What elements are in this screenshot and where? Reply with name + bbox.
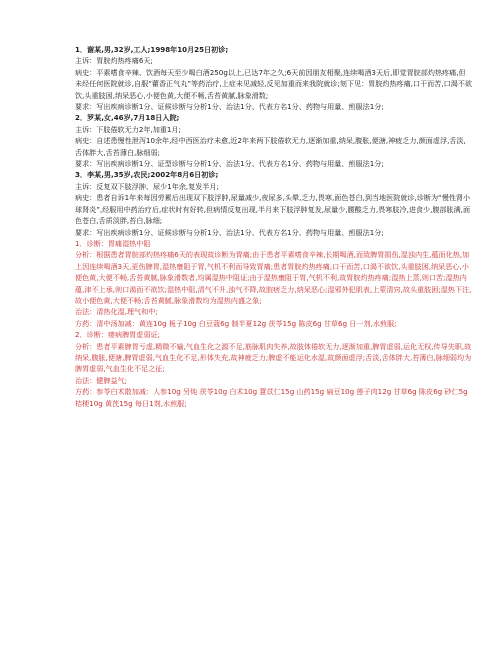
case-header: 3．李某,男,35岁,农民;2002年8月6日初诊; (75, 170, 219, 180)
answer-formula: 方药：参苓白术散加减：人参10g 另炖 茯苓10g 白术10g 薏苡仁15g 山药15g 扁豆10g 莲子肉12g 甘草6g 陈皮6g 砂仁5g 桔梗10g 黄芪15g 每日1剂,水煎服; (75, 387, 468, 408)
answer-2 (75, 329, 472, 409)
answer-analysis: 分析：患者平素脾胃亏虚,精微不输,气血生化之源不足,筋脉肌肉失养,故肢体倦软无力,逐渐加重,脾胃虚弱,运化无权,传导失职,故纳呆,腹胀,便溏,脾胃虚弱,气血生化不足,形体失充,故神疲乏力;脾虚不能运化水湿,故颜面虚浮;舌淡,舌体胖大,苔薄白,脉细弱均为脾胃虚弱,气血生化不足之征; (75, 341, 472, 374)
case-3 (75, 169, 472, 237)
case-history: 病史：患者自诉1年来每因劳累后出现双下肢浮肿,尿量减少,夜尿多,头晕,乏力,畏寒,面色苍白,到当地医院就诊,诊断为“慢性肾小球肾炎”,经服用中药治疗后,症状时有好转,但病情反复出现,半月来下肢浮肿复发,尿量少,腰酸乏力,畏寒肢冷,进食少,腹部胀满,面色苍白,舌质淡胖,苔白,脉细; (75, 193, 471, 226)
case-requirement: 要求：写出疾病诊断1分、证型诊断与分析1分、治法1分、代表方名1分、药物与用量、煎服法1分; (75, 159, 384, 169)
answer-analysis: 分析：根据患者胃脘部灼热疼痛6天的表现故诊断为胃痛;由于患者平素嗜食辛辣,长期喝酒,而致脾胃损伤,湿浊内生,蕴而化热,加上因连续喝酒3天,更伤脾胃,湿热壅阻于胃,气机不利而导致胃痛;患者胃脘灼热疼痛,口干而苦,口渴不欲饮,头重肢困,纳呆恶心,小便色黄,大便不畅,舌苔黄腻,脉象滑数者,均属湿热中阻证;由于湿热壅阻于胃,气机不利,故胃脘灼热疼痛;湿热上蒸,则口苦;湿热内蕴,津不上承,则口渴而不欲饮;湿热中阻,清气不升,浊气不降,故脘痞乏力,纳呆恶心;湿邪外犯肌表,上蒙清窍,故头重肢困;湿热下注,故小便色黄,大便不畅;舌苔黄腻,脉象滑数均为湿热内盛之象; (75, 250, 472, 305)
case-complaint: 主诉：反复双下肢浮肿、尿少1年余,复发半月; (75, 181, 219, 191)
case-requirement: 要求：写出疾病诊断1分、证候诊断与分析1分、治法1分、代表方名1分、药物与用量、煎服法1分; (75, 102, 384, 112)
case-header: 1．谢某,男,32岁,工人;1998年10月25日初诊; (75, 45, 229, 54)
case-history: 病史：平素嗜食辛辣、饮酒每天至少喝白酒250g以上,已达7年之久;6天前因朋友相聚,连续喝酒3天后,即觉胃脘部灼热疼痛,但未经任何医院就诊,自服“藿香正气丸”等药治疗,上症未见减轻,反见加重而来我院就诊;刻下见：胃脘灼热疼痛,口干而苦,口渴不欲饮,头重肢困,纳呆恶心,小便色黄,大便不畅,舌苔黄腻,脉象滑数; (75, 67, 472, 100)
case-requirement: 要求：写出疾病诊断1分、证候诊断与分析1分、治法1分、代表方名1分、药物与用量、煎服法1分; (75, 227, 384, 237)
answer-method: 治法：健脾益气; (75, 375, 128, 385)
case-1 (75, 44, 472, 112)
answer-diagnosis: 2．诊断：痿病脾胃虚弱证; (75, 330, 160, 340)
answer-1 (75, 238, 472, 329)
case-header: 2．罗某,女,46岁,7月18日入院; (75, 113, 180, 123)
case-2 (75, 112, 472, 169)
case-complaint: 主诉：下肢倦软无力2年,加重1月; (75, 124, 181, 134)
case-complaint: 主诉：胃脘灼热疼痛6天; (75, 56, 153, 66)
answer-formula: 方药：清中汤加减：黄连10g 栀子10g 白豆蔻6g 制半夏12g 茯苓15g 陈皮6g 甘草6g 日一剂,水煎服; (75, 318, 397, 328)
answer-diagnosis: 1．诊断：胃痛湿热中阻 (75, 238, 151, 248)
case-history: 病史：自述患慢性泄泻10余年,经中西医治疗未愈,近2年来两下肢倦软无力,逐渐加重,纳呆,腹胀,便溏,神疲乏力,颜面虚浮,舌淡,舌体胖大,舌苔薄白,脉细弱; (75, 136, 466, 157)
answer-method: 治法：清热化湿,理气和中; (75, 307, 158, 317)
